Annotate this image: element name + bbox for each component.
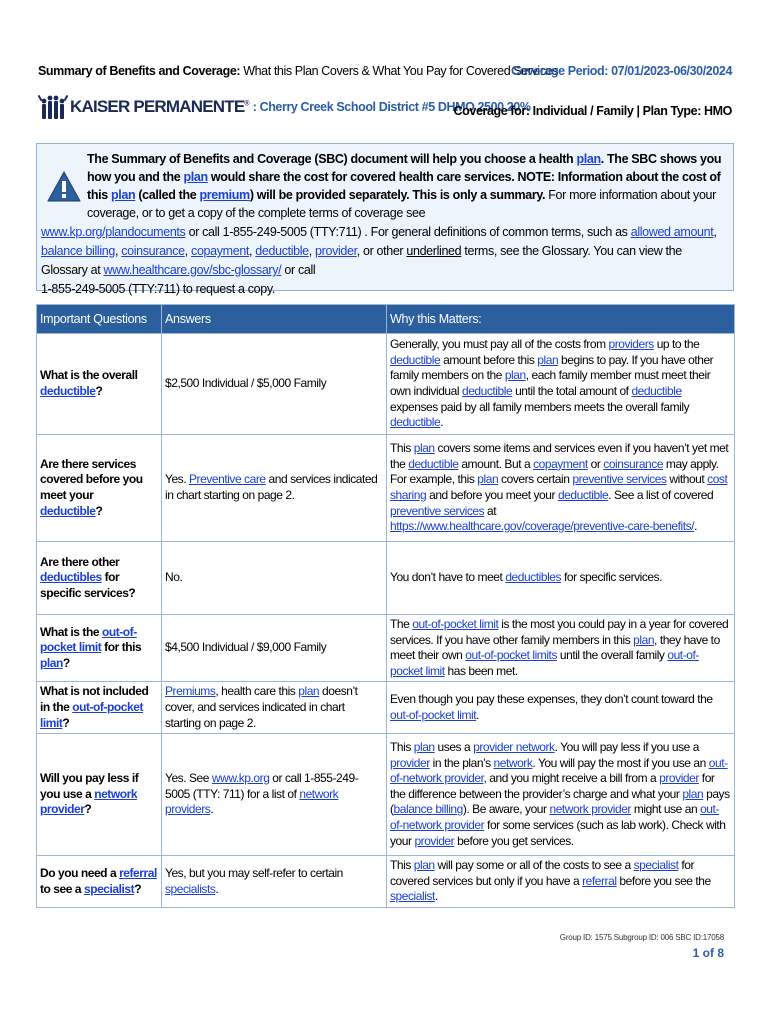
coverage-period: Coverage Period: 07/01/2023-06/30/2024 [510, 64, 732, 78]
healthcare-gov-preventive-link[interactable]: https://www.healthcare.gov/coverage/preventive-care-benefits/ [390, 519, 695, 534]
notice-text-5: ) will be provided separately. This is only a summary. [249, 188, 546, 202]
copayment-link[interactable]: copayment [533, 456, 588, 471]
underlined-word: underlined [406, 244, 462, 258]
plan-link[interactable]: plan [413, 441, 435, 456]
answer-cell: Yes. See www.kp.org or call 1-855-249-5005 (TTY: 711) for a list of network providers. [162, 734, 387, 856]
referral-link[interactable]: referral [119, 865, 157, 880]
registered-mark: ® [244, 100, 249, 108]
table-row [37, 615, 735, 682]
provider-network-link[interactable]: provider network [473, 740, 555, 755]
out-of-pocket-limit-link[interactable]: out-of-pocket limit [40, 624, 137, 655]
kp-org-link[interactable]: www.kp.org [211, 771, 270, 786]
network-provider-link[interactable]: network provider [40, 786, 138, 817]
network-providers-link[interactable]: network providers [165, 786, 339, 817]
why-cell: This plan covers some items and services even if you haven’t yet met the deductible amount. But a copayment or coinsurance may apply. For example, this plan covers certain preventive services without cost sharing and before you meet your deductible. See a list of covered preventive services at https://www.healthcare.gov/coverage/preventive-care-benefits/. [387, 435, 735, 542]
plan-link[interactable]: plan [110, 188, 136, 202]
important-questions-table [36, 304, 735, 908]
provider-link[interactable]: provider [659, 771, 699, 786]
deductibles-link[interactable]: deductibles [505, 570, 562, 585]
notice-text-4: (called the [135, 188, 200, 202]
question-cell: What is the overall deductible? [37, 334, 162, 435]
kp-logo-icon [38, 93, 68, 121]
network-provider-link[interactable]: network provider [549, 802, 631, 817]
preventive-services-link[interactable]: preventive services [572, 472, 667, 487]
plan-link[interactable]: plan [298, 684, 320, 699]
plan-link[interactable]: plan [413, 858, 435, 873]
notice-continued: www.kp.org/plandocuments or call 1-855-249-5005 (TTY:711) . For general definitions of common terms, such as allowed amount, balance billing, coinsurance, copayment, deductible, provider, or other underlined terms, see the Glossary. You can view the Glossary at www.healthcare.gov/sbc-glossary/ or call 1-855-249-5005 (TTY:711) to request a copy. [41, 225, 717, 296]
why-cell: Generally, you must pay all of the costs from providers up to the deductible amount before this plan begins to pay. If you have other family members on the plan, each family member must meet their own individual deductible until the total amount of deductible expenses paid by all family members meets the overall family deductible. [387, 334, 735, 435]
notice-text-6: For more information about your coverage, or to get a copy of the complete terms of coverage see [87, 188, 716, 220]
why-cell: The out-of-pocket limit is the most you could pay in a year for covered services. If you have other family members in this plan, they have to meet their own out-of-pocket limits until the overall family out-of-pocket limit has been met. [387, 615, 735, 682]
page-number: 1 of 8 [692, 946, 724, 960]
sbc-title-bold: Summary of Benefits and Coverage: [38, 64, 241, 78]
glossary-link[interactable]: www.healthcare.gov/sbc-glossary/ [103, 263, 282, 277]
plan-link[interactable]: plan [576, 152, 601, 166]
cost-sharing-link[interactable]: cost sharing [390, 472, 728, 502]
question-cell: What is not included in the out-of-pocket limit? [37, 682, 162, 734]
out-of-network-provider-link[interactable]: out-of-network provider [390, 755, 728, 786]
answer-cell: Yes. Preventive care and services indicated in chart starting on page 2. [162, 435, 387, 542]
notice-text-2: . The SBC shows you how you and the [87, 152, 722, 184]
table-row [37, 435, 735, 542]
out-of-pocket-limits-link[interactable]: out-of-pocket limits [465, 648, 557, 663]
network-link[interactable]: network [493, 755, 533, 770]
table-row [37, 334, 735, 435]
table-row [37, 682, 735, 734]
out-of-pocket-limit-link[interactable]: out-of-pocket limit [40, 699, 143, 730]
plan-link[interactable]: plan [413, 740, 435, 755]
question-cell: Are there services covered before you meet your deductible? [37, 435, 162, 542]
specialists-link[interactable]: specialists [165, 881, 216, 896]
plan-link[interactable]: plan [682, 786, 704, 801]
plan-link[interactable]: plan [477, 472, 499, 487]
answer-cell: Yes, but you may self-refer to certain specialists. [162, 856, 387, 908]
column-header: Why this Matters: [387, 305, 735, 334]
provider-link[interactable]: provider [315, 244, 357, 258]
question-cell: Will you pay less if you use a network provider? [37, 734, 162, 856]
plan-link[interactable]: plan [633, 632, 655, 647]
deductible-link[interactable]: deductible [255, 244, 309, 258]
coverage-for: Coverage for: Individual / Family | Plan Type: HMO [453, 104, 732, 118]
table-row [37, 542, 735, 615]
answer-cell: $2,500 Individual / $5,000 Family [162, 334, 387, 435]
specialist-link[interactable]: specialist [633, 858, 679, 873]
column-header: Important Questions [37, 305, 162, 334]
why-cell: You don’t have to meet deductibles for specific services. [387, 542, 735, 615]
why-cell: This plan uses a provider network. You will pay less if you use a provider in the plan’s network. You will pay the most if you use an out-of-network provider, and you might receive a bill from a provider for the difference between the provider’s charge and what your plan pays (balance billing). Be aware, your network provider might use an out-of-network provider for some services (such as lab work). Check with your provider before you get services. [387, 734, 735, 856]
deductible-link[interactable]: deductible [40, 384, 96, 398]
deductible-link[interactable]: deductible [461, 384, 513, 398]
table-header-row [37, 305, 735, 334]
copayment-link[interactable]: copayment [191, 244, 250, 258]
answer-cell: $4,500 Individual / $9,000 Family [162, 615, 387, 682]
deductible-link[interactable]: deductible [557, 488, 609, 502]
question-cell: Do you need a referral to see a specialist? [37, 856, 162, 908]
deductible-link[interactable]: deductible [40, 503, 96, 518]
out-of-pocket-limit-link[interactable]: out-of-pocket limit [390, 707, 477, 722]
plan-name: : Cherry Creek School District #5 DHMO 2500 20% [252, 100, 531, 114]
balance-billing-link[interactable]: balance billing [41, 244, 115, 258]
premiums-link[interactable]: Premiums [165, 684, 216, 699]
notice-text-3: would share the cost for covered health care services. NOTE: Information about the cost of this [87, 170, 721, 202]
why-cell: Even though you pay these expenses, they don’t count toward the out-of-pocket limit. [387, 682, 735, 734]
out-of-network-provider-link[interactable]: out-of-network provider [390, 802, 719, 833]
allowed-amount-link[interactable]: allowed amount [630, 225, 714, 239]
premium-link[interactable]: premium [199, 188, 250, 202]
warning-icon [47, 170, 81, 204]
answer-cell: No. [162, 542, 387, 615]
why-cell: This plan will pay some or all of the costs to see a specialist for covered services but only if you have a referral before you see the specialist. [387, 856, 735, 908]
sbc-title [38, 64, 558, 78]
deductible-link[interactable]: deductible [390, 352, 441, 367]
plan-link[interactable]: plan [504, 368, 526, 383]
question-cell: What is the out-of-pocket limit for this plan? [37, 615, 162, 682]
table-row [37, 734, 735, 856]
providers-link[interactable]: providers [608, 337, 654, 352]
preventive-services-link[interactable]: preventive services [390, 503, 485, 518]
answer-cell: Premiums, health care this plan doesn’t cover, and services indicated in chart starting on page 2. [162, 682, 387, 734]
logo-text [70, 97, 249, 117]
provider-link[interactable]: provider [414, 833, 455, 848]
notice-text-1: The Summary of Benefits and Coverage (SBC) document will help you choose a health [87, 152, 577, 166]
column-header: Answers [162, 305, 387, 334]
out-of-pocket-limit-link[interactable]: out-of-pocket limit [412, 617, 499, 631]
table-row [37, 856, 735, 908]
plan-link[interactable]: plan [183, 170, 208, 184]
footer-ids: Group ID: 1575 Subgroup ID: 006 SBC ID:17058 [559, 933, 724, 942]
plan-documents-link[interactable]: www.kp.org/plandocuments [41, 225, 186, 239]
specialist-link[interactable]: specialist [390, 889, 435, 904]
notice-intro [87, 150, 727, 222]
plan-link[interactable]: plan [40, 655, 63, 670]
notice-text-11: 1-855-249-5005 (TTY:711) to request a copy. [41, 282, 275, 296]
preventive-care-link[interactable]: Preventive care [189, 472, 266, 487]
deductible-link[interactable]: deductible [631, 384, 682, 398]
sbc-title-rest: What this Plan Covers & What You Pay for Covered Services [240, 64, 559, 78]
notice-text-7: or call 1-855-249-5005 (TTY:711) . For general definitions of common terms, such as [185, 225, 631, 239]
specialist-link[interactable]: specialist [83, 881, 135, 896]
coinsurance-link[interactable]: coinsurance [121, 244, 185, 258]
out-of-pocket-limit-link[interactable]: out-of-pocket limit [390, 648, 699, 678]
balance-billing-link[interactable]: balance billing [393, 802, 463, 817]
coinsurance-link[interactable]: coinsurance [603, 456, 664, 471]
deductible-link[interactable]: deductible [408, 456, 459, 471]
plan-link[interactable]: plan [537, 352, 559, 367]
notice-box [36, 143, 734, 296]
deductible-link[interactable]: deductible [390, 415, 441, 430]
deductibles-link[interactable]: deductibles [40, 570, 102, 585]
question-cell: Are there other deductibles for specific services? [37, 542, 162, 615]
logo-wordmark: KAISER PERMANENTE [70, 97, 245, 116]
provider-link[interactable]: provider [390, 755, 430, 770]
referral-link[interactable]: referral [582, 873, 617, 888]
